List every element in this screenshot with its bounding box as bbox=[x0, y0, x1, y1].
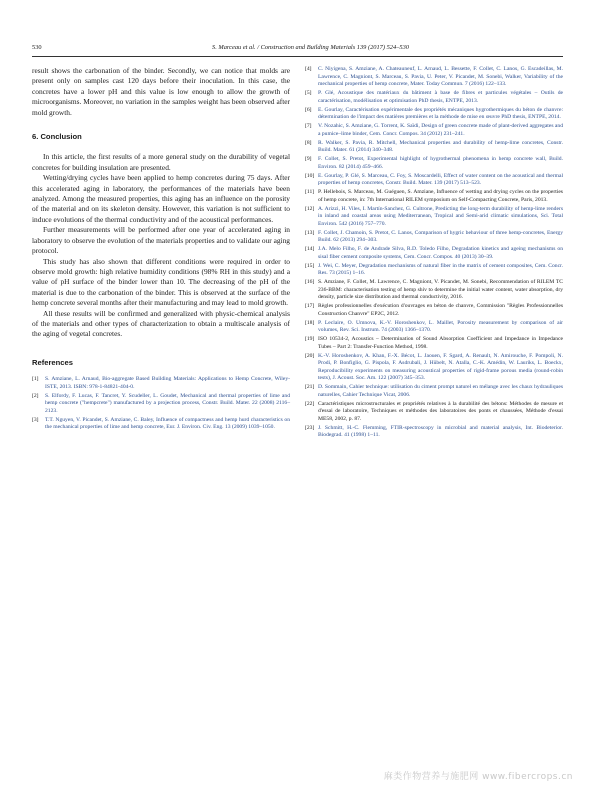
reference-number: [14] bbox=[305, 246, 315, 252]
reference-number: [2] bbox=[32, 392, 39, 399]
reference-link[interactable]: E. Gourlay, Caractérisation expérimentale des propriétés mécaniques hygrothermiques du béton de chanvre: détermination de l'impact des matières premières et la méthode de mise en œuvre PhD thesis, ENTPE, 2014. bbox=[318, 106, 563, 120]
reference-link[interactable]: C. Niyigena, S. Amziane, A. Chateauneuf, L. Arnaud, L. Bessette, F. Collet, C. Lanos, G. Escadeillas, M. Lawrence, C. Magniont, S. Marceau, S. Pavia, U. Peter, V. Picandet, M. Sonebi, Walker, Variability of the mechanical properties of hemp concrete, Mater. Today Commun. 7 (2016) 122–133. bbox=[318, 66, 563, 87]
reference-number: [13] bbox=[305, 229, 315, 236]
reference-link[interactable]: F. Collet, S. Pretot, Experimental highlight of hygrothermal phenomena in hemp concrete wall, Build. Environ. 82 (2014) 459–466. bbox=[318, 156, 563, 170]
reference-link[interactable]: F. Collet, J. Chamoin, S. Pretot, C. Lanos, Comparison of hygric behaviour of three hemp-concretes, Energy Build. 62 (2013) 294–303. bbox=[318, 229, 563, 243]
reference-link[interactable]: E. Gourlay, P. Glé, S. Marceau, C. Foy, S. Moscardelli, Effect of water content on the acoustical and thermal properties of hemp concretes, Constr. Build. Mater. 139 (2017) 513–523. bbox=[318, 172, 563, 186]
reference-number: [12] bbox=[305, 205, 315, 212]
reference-number: [23] bbox=[305, 424, 315, 431]
reference-item bbox=[305, 353, 563, 383]
left-column bbox=[32, 66, 290, 433]
reference-item bbox=[305, 246, 563, 261]
reference-number: [1] bbox=[32, 376, 39, 383]
reference-link[interactable]: J. Schmitt, H.-C. Flemming, FTIR-spectroscopy in microbial and material analysis, Int. Biodeterior. Biodegrad. 41 (1998) 1–11. bbox=[318, 424, 563, 438]
reference-link[interactable]: S. Amziane, L. Arnaud, Bio-aggregate Based Building Materials: Applications to Hemp Concrete, Wiley-ISTE, 2013. ISBN: 978-1-84821-404-0. bbox=[45, 376, 290, 390]
body-paragraph: Wetting/drying cycles have been applied to hemp concretes during 75 days. After this accelerated aging in laboratory, the performances of the materials have been analyzed. Among the measured properties, this aging has an influence on the porosity of the material and on its skeleton density. However, this variation is not sufficient to induce evolutions of the thermal conductivity and of the acoustical performances. bbox=[32, 173, 290, 224]
page-number: 530 bbox=[32, 44, 42, 51]
right-column bbox=[305, 66, 563, 441]
reference-item bbox=[305, 140, 563, 155]
reference-link[interactable]: T.T. Nguyen, V. Picandet, S. Amziane, C. Baley, Influence of compactness and hemp hurd characteristics on the mechanical properties of lime and hemp concrete, Eur. J. Environ. Civ. Eng. 13 (2009) 1039–1050. bbox=[45, 416, 290, 431]
reference-link[interactable]: R. Walker, S. Pavia, R. Mitchell, Mechanical properties and durability of hemp-lime concretes, Constr. Build. Mater. 61 (2014) 340–348. bbox=[318, 139, 563, 153]
reference-item bbox=[32, 376, 290, 391]
reference-item bbox=[32, 417, 290, 432]
reference-number: [3] bbox=[32, 416, 39, 423]
reference-number: [17] bbox=[305, 303, 315, 309]
reference-link[interactable]: D. Sommain, Cahier technique: utilisation du ciment prompt naturel en mélange avec les chaux hydrauliques naturelles, Cahier Technique Vicat, 2006. bbox=[318, 384, 563, 398]
running-header bbox=[32, 44, 563, 56]
reference-number: [6] bbox=[305, 106, 312, 113]
header-rule bbox=[32, 56, 563, 57]
reference-item bbox=[305, 66, 563, 89]
reference-number: [9] bbox=[305, 156, 312, 162]
reference-link[interactable]: K.-V. Horoshenkov, A. Khan, F.-X. Bécot, L. Jaouen, F. Sgard, A. Renault, N. Amirouche, F. Pompoli, N. Prodi, P. Bonfiglio, G. Pispola, F. Asdrubali, J. Hübelt, N. Atalla, C.-K. Amédin, W. Lauriks, L. Boeckx, Reproducibility experiments on measuring acoustical properties of rigid-frame porous media (round-robin tests), J. Acoust. Soc. Am. 122 (2007) 345–353. bbox=[318, 352, 563, 381]
body-paragraph: This study has also shown that different conditions were required in order to observe mold growth: high relative humidity conditions (98% RH in this study) and a value of pH surface of the binder lower than 10. The decreasing of the pH of the material is due to the carbonation of the binder. This is observed at the surface of the hemp concrete several months after their manufacturing and may lead to mold growth. bbox=[32, 256, 290, 308]
body-paragraph: result shows the carbonation of the binder. Secondly, we can notice that molds are present only on samples cast 120 days before their inoculation. In this case, the concretes have a lower pH and this value is low enough to allow the growth of microorganisms. Moreover, no variation in the samples weight has been observed after mold growth. bbox=[32, 66, 290, 117]
section-heading: 6. Conclusion bbox=[32, 132, 82, 142]
body-paragraph: In this article, the first results of a more general study on the durability of vegetal concretes for building insulation are presented. bbox=[32, 152, 290, 172]
site-watermark: 麻类作物营养与施肥网 www.fibercrops.cn bbox=[383, 772, 573, 782]
reference-item bbox=[305, 401, 563, 424]
reference-number: [5] bbox=[305, 90, 312, 96]
reference-link[interactable]: P. Glé, Acoustique des matériaux du bâtiment à base de fibres et particules végétales – Outils de caractérisation, modélisation et optimisation PhD thesis, ENTPE, 2013. bbox=[318, 90, 563, 104]
reference-number: [19] bbox=[305, 336, 315, 342]
reference-link[interactable]: V. Nozahic, S. Amziane, G. Torrent, K. Saïdi, Design of green concrete made of plant-derived aggregates and a pumice–lime binder, Cem. Concr. Compos. 34 (2012) 231–241. bbox=[318, 123, 563, 137]
reference-text: ISO 10534-2, Acoustics – Determination of Sound Absorption Coefficient and Impedance in Impedance Tubes – Part 2: Transfer-Function Method, 1998. bbox=[318, 336, 563, 350]
reference-link[interactable]: J. Wei, C. Meyer, Degradation mechanisms of natural fiber in the matrix of cement composites, Cem. Concr. Res. 73 (2015) 1–16. bbox=[318, 262, 563, 276]
reference-text: Caractéristiques microstructurales et propriétés relatives à la durabilité des bétons: Méthodes de mesure et d'essai de laboratoire, Techniques et méthodes des laboratoires des ponts et chaussées, Méthode d'essai ME58, 2002, p. 87. bbox=[318, 400, 563, 422]
body-paragraph: Further measurements will be performed after one year of accelerated aging in laboratory to observe the evolution of the materials properties and to validate our aging protocol. bbox=[32, 225, 290, 256]
reference-link[interactable]: P. Leclaire, O. Umnova, K.-V. Horoshenkov, L. Maillet, Porosity measurement by comparison of air volumes, Rev. Sci. Instrum. 74 (2003) 1366–1370. bbox=[318, 319, 563, 333]
reference-item bbox=[305, 123, 563, 138]
reference-item bbox=[305, 206, 563, 229]
reference-number: [16] bbox=[305, 279, 315, 285]
reference-item bbox=[305, 279, 563, 302]
reference-item bbox=[305, 173, 563, 188]
reference-item bbox=[305, 425, 563, 440]
reference-link[interactable]: S. Elfordy, F. Lucas, F. Tancret, Y. Scudeller, L. Goudet, Mechanical and thermal properties of lime and hemp concrete ("hempcrete") manufactured by a projection process, Constr. Build. Mater. 22 (2008) 2116–2123. bbox=[45, 392, 290, 414]
reference-item bbox=[305, 189, 563, 204]
reference-item bbox=[305, 303, 563, 318]
reference-number: [15] bbox=[305, 262, 315, 269]
reference-number: [10] bbox=[305, 172, 315, 179]
reference-number: [11] bbox=[305, 189, 315, 195]
reference-item bbox=[305, 107, 563, 122]
reference-number: [20] bbox=[305, 352, 315, 359]
reference-text: Règles professionnelles d'exécution d'ouvrages en béton de chanvre, Commission "Règles Professionnelles Construction Chanvre" EP2C, 2012. bbox=[318, 303, 563, 317]
journal-citation: S. Marceau et al. / Construction and Building Materials 139 (2017) 524–530 bbox=[212, 44, 409, 51]
reference-link[interactable]: J.A. Melo Filho, F. de Andrade Silva, R.D. Toledo Filho, Degradation kinetics and ageing mechanisms on sisal fiber cement composite systems, Cem. Concr. Compos. 40 (2013) 30–39. bbox=[318, 246, 563, 260]
reference-number: [7] bbox=[305, 123, 312, 129]
reference-text: S. Amziane, F. Collet, M. Lawrence, C. Magniont, V. Picandet, M. Sonebi, Recommendation of RILEM TC 236-BBM: characterisation testing of hemp shiv to determine the initial water content, water absorption, dry density, particle size distribution and thermal conductivity, 2016. bbox=[318, 279, 563, 300]
reference-number: [21] bbox=[305, 384, 315, 390]
reference-item bbox=[305, 156, 563, 171]
body-paragraph: All these results will be confirmed and generalized with physic-chemical analysis of the materials and other types of characterization to obtain a multiscale analysis of the aging of vegetal concretes. bbox=[32, 308, 290, 339]
reference-text: P. Hellebois, S. Marceau, M. Guéguen, S. Amziane, Influence of wetting and drying cycles on the properties of hemp concrete, in: 7th International RILEM symposium on Self-Compacting Concrete, Paris, 2013. bbox=[318, 189, 563, 203]
reference-item bbox=[305, 263, 563, 278]
reference-item bbox=[305, 336, 563, 351]
reference-item bbox=[305, 230, 563, 245]
reference-item bbox=[305, 384, 563, 399]
reference-number: [8] bbox=[305, 139, 312, 146]
references-heading: References bbox=[32, 357, 73, 367]
reference-number: [22] bbox=[305, 400, 315, 407]
reference-item bbox=[305, 320, 563, 335]
reference-item bbox=[32, 393, 290, 416]
reference-item bbox=[305, 90, 563, 105]
reference-number: [18] bbox=[305, 319, 315, 326]
reference-number: [4] bbox=[305, 66, 312, 72]
reference-link[interactable]: A. Arizzi, H. Viles, I. Martín-Sanchez, G. Cultrone, Predicting the long-term durability of hemp-lime renders in inland and coastal areas using Mediterranean, Tropical and Semi-arid climatic simulations, Sci. Total Environ. 542 (2016) 757–770. bbox=[318, 205, 563, 227]
